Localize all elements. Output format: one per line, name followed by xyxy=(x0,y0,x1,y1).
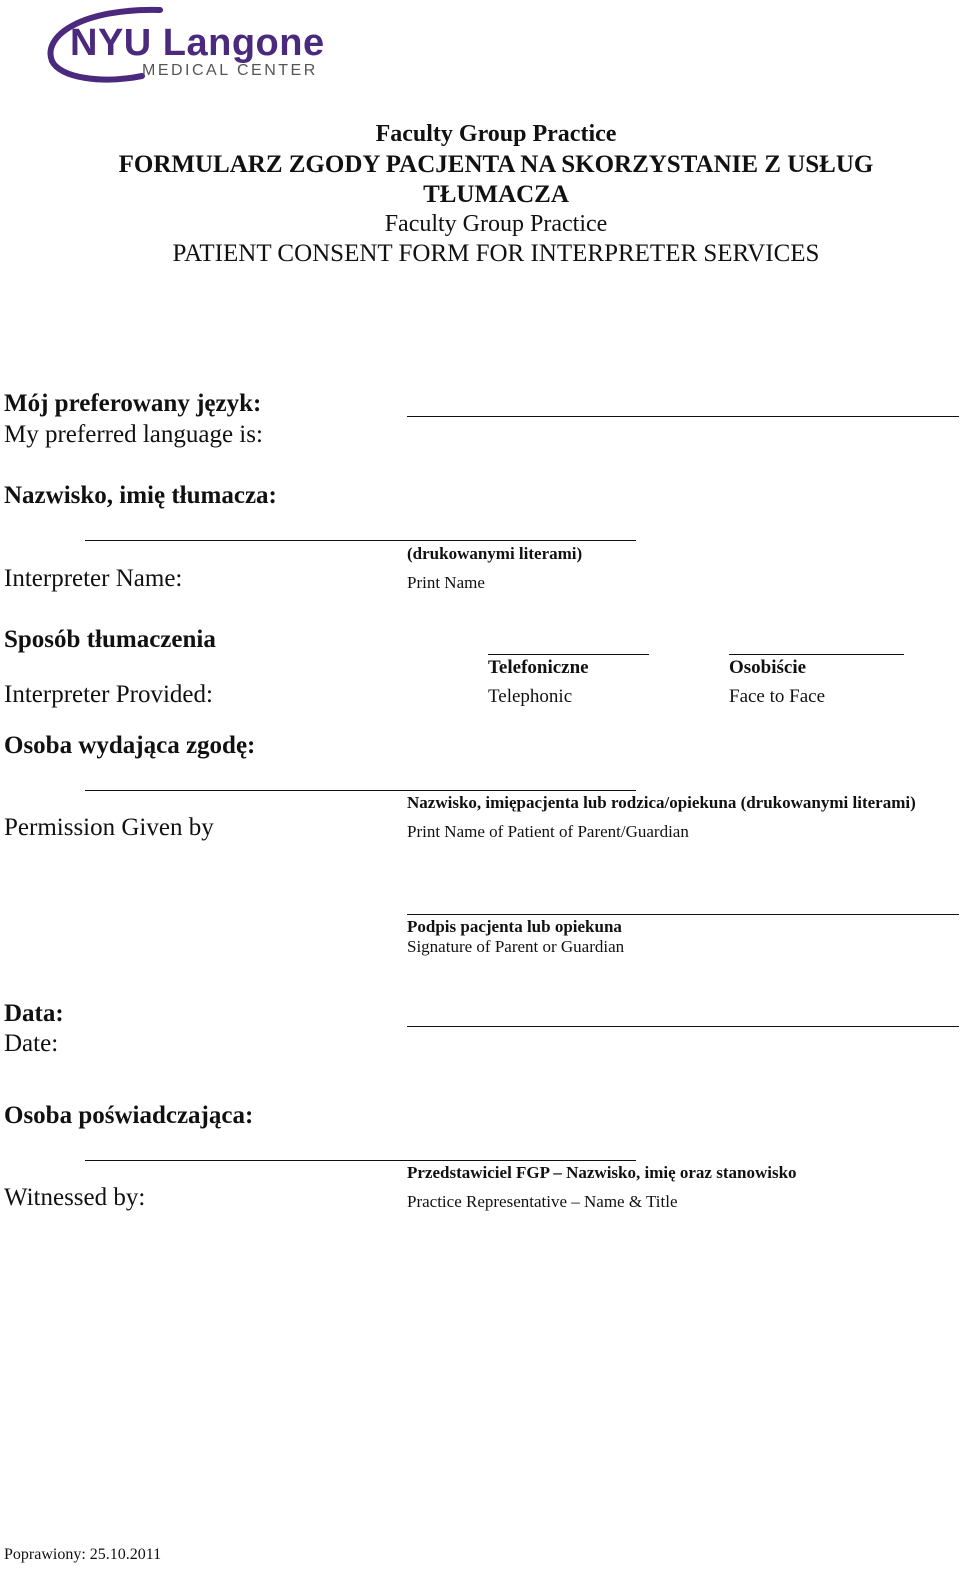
interpreter-name-label-en: Interpreter Name: xyxy=(4,565,183,592)
date-field[interactable] xyxy=(407,1026,959,1027)
option-telephonic-pl: Telefoniczne xyxy=(488,657,589,678)
permission-caption-en: Print Name of Patient of Parent/Guardian xyxy=(407,822,689,841)
permission-caption-pl: Nazwisko, imiępacjenta lub rodzica/opiekuna (drukowanymi literami) xyxy=(407,793,916,812)
language-label-pl: Mój preferowany język: xyxy=(4,390,262,417)
date-label-pl: Data: xyxy=(4,1000,64,1027)
nyu-langone-logo xyxy=(42,6,352,86)
logo-name: NYU Langone xyxy=(70,22,325,64)
revision-date: Poprawiony: 25.10.2011 xyxy=(4,1546,162,1563)
witness-label-pl: Osoba poświadczająca: xyxy=(4,1102,254,1129)
permission-label-en: Permission Given by xyxy=(4,814,214,841)
language-field[interactable] xyxy=(407,416,959,417)
witness-field[interactable] xyxy=(85,1160,636,1161)
signature-caption-pl: Podpis pacjenta lub opiekuna xyxy=(407,917,622,936)
interpreter-name-label-pl: Nazwisko, imię tłumacza: xyxy=(4,482,277,509)
header-line3: TŁUMACZA xyxy=(423,181,569,208)
signature-field[interactable] xyxy=(407,914,959,915)
language-label-en: My preferred language is: xyxy=(4,421,263,448)
witness-label-en: Witnessed by: xyxy=(4,1184,146,1211)
interpreter-name-caption-en: Print Name xyxy=(407,573,485,592)
interpreter-name-caption-pl: (drukowanymi literami) xyxy=(407,544,583,563)
signature-caption-en: Signature of Parent or Guardian xyxy=(407,937,625,956)
witness-caption-en: Practice Representative – Name & Title xyxy=(407,1192,678,1211)
face-to-face-field[interactable] xyxy=(729,654,904,655)
interpreter-name-field[interactable] xyxy=(85,540,636,541)
permission-name-field[interactable] xyxy=(85,790,636,791)
date-label-en: Date: xyxy=(4,1030,59,1057)
option-face-to-face-en: Face to Face xyxy=(729,686,826,707)
header-line2: FORMULARZ ZGODY PACJENTA NA SKORZYSTANIE Z USŁUG xyxy=(118,151,874,178)
telephonic-field[interactable] xyxy=(488,654,649,655)
option-face-to-face-pl: Osobiście xyxy=(729,657,807,678)
method-label-pl: Sposób tłumaczenia xyxy=(4,626,216,653)
header-line4: Faculty Group Practice xyxy=(384,211,608,237)
header-line1: Faculty Group Practice xyxy=(375,121,617,147)
permission-label-pl: Osoba wydająca zgodę: xyxy=(4,732,256,759)
option-telephonic-en: Telephonic xyxy=(488,686,573,707)
logo-subtitle: MEDICAL CENTER xyxy=(142,62,318,79)
witness-caption-pl: Przedstawiciel FGP – Nazwisko, imię oraz stanowisko xyxy=(407,1163,797,1182)
method-label-en: Interpreter Provided: xyxy=(4,681,213,708)
header-line5: PATIENT CONSENT FORM FOR INTERPRETER SERVICES xyxy=(172,240,820,267)
